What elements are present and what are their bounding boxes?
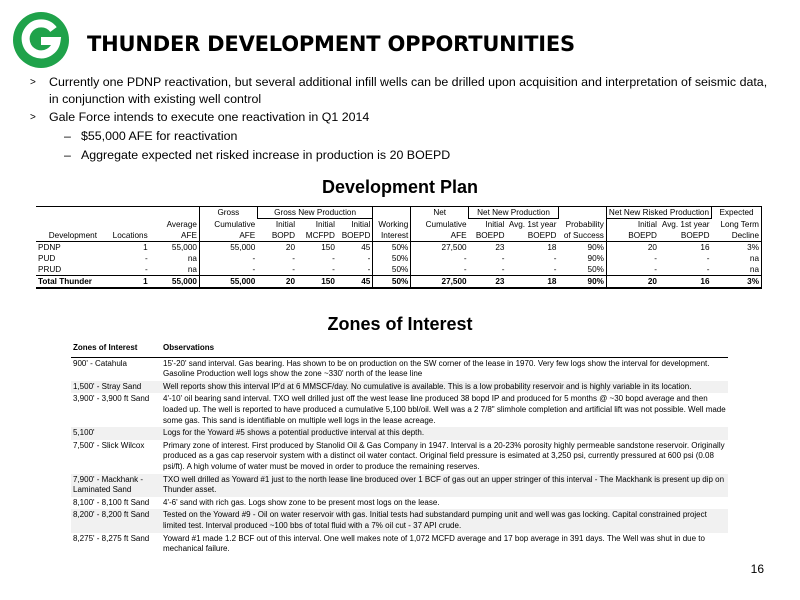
table-cell: - <box>463 265 467 274</box>
table-cell: 50% <box>373 242 411 254</box>
subbullet-item <box>30 128 775 145</box>
table-cell: - <box>654 254 657 263</box>
col-header: Locations <box>110 230 150 242</box>
table-cell: - <box>463 254 467 263</box>
col-header: Working <box>373 219 411 231</box>
table-cell: PDNP <box>38 243 61 252</box>
development-plan-table <box>36 206 762 289</box>
zone-row <box>71 357 728 381</box>
table-cell: 90% <box>558 242 606 254</box>
table-row <box>36 264 762 276</box>
page-number: 16 <box>750 562 764 576</box>
table-cell: - <box>144 265 148 274</box>
group-net-new-risked-production: Net New Risked Production <box>606 207 711 219</box>
zone-row <box>71 427 728 440</box>
col-header: AFE <box>150 230 200 242</box>
bullet-text: Gale Force intends to execute one reactivation in Q1 2014 <box>49 110 370 124</box>
zone-observation: 4'-6' sand with rich gas. Logs show zone to be present most logs on the lease. <box>163 497 440 507</box>
table-cell: - <box>332 265 335 274</box>
col-header: BOEPD <box>606 230 659 242</box>
zones-of-interest-heading: Zones of Interest <box>327 314 473 334</box>
col-header: Decline <box>712 230 762 242</box>
col-header: AFE <box>199 230 257 242</box>
total-row <box>36 276 762 289</box>
group-gross: Gross <box>199 207 257 219</box>
table-cell: na <box>150 264 200 276</box>
col-header: Cumulative <box>214 219 256 229</box>
col-header: Interest <box>373 230 411 242</box>
group-header-row <box>36 207 762 219</box>
col-header: BOEPD <box>337 230 373 242</box>
col-header: BOPD <box>257 230 297 242</box>
col-header: Avg. 1st year <box>508 220 557 229</box>
total-cell: 50% <box>373 276 411 289</box>
zone-name: 3,900' - 3,900 ft Sand <box>73 394 150 404</box>
company-logo <box>13 12 69 68</box>
subbullet-text: Aggregate expected net risked increase in production is 20 BOEPD <box>81 148 451 162</box>
total-cell: 3% <box>712 276 762 289</box>
table-cell: 20 <box>285 243 296 252</box>
table-cell: na <box>150 253 200 264</box>
header-row-2 <box>36 230 762 242</box>
subbullet-text: $55,000 AFE for reactivation <box>81 129 238 143</box>
table-cell: - <box>144 254 148 263</box>
zones-header-row <box>71 342 728 357</box>
col-header: Average <box>150 219 200 231</box>
table-cell: 18 <box>547 243 557 252</box>
table-cell: - <box>706 265 710 274</box>
zone-observation: Tested on the Yoward #9 - Oil on water reservoir with gas. Initial tests had substandard pumping unit and well was gas locking. Capital constrained project limited test. Interval produced ~100 bbs of total fluid with a 7% oil cut - 37 API crude. <box>161 509 728 532</box>
total-cell: 45 <box>337 276 373 289</box>
col-header: Initial <box>351 220 371 229</box>
total-cell: 20 <box>257 276 297 289</box>
col-header: Long Term <box>712 219 762 231</box>
zone-observation: Well reports show this interval IP'd at 6 MMSCF/day. No cumulative is available. This is a low probability reservoir and is highly variable in its location. <box>161 381 728 394</box>
bullet-marker: > <box>30 77 36 88</box>
zone-observation: Primary zone of interest. First produced by Stanolid Oil & Gas Company in 1947. Interval is a 20-23% porosity highly permeable sandstone reservoir. Originally produced as a gas cap reservoir system with a distinct oil water contact. Original field pressure is esimated at 3,250 psi, currently pressured at 600 psi (0.08 psi/ft). A high volume of water must be moved in order to produce the remaining reserves. <box>163 440 725 471</box>
table-cell: 50% <box>373 264 411 276</box>
total-cell: 20 <box>606 276 659 289</box>
zone-observation: 4'-10' oil bearing sand interval. TXO well drilled just off the west lease line produced 38 bopd IP and produced for 5 months @ ~30 bopd average and then loaded up. The well is reported to have produced a cumulative 5,100 bbl/oil. Well was a 2 7/8" slimhole completion and artificial lift was not possible. Well made some gas. This sand is identifiable on multiple well logs in the lease acreage. <box>163 394 726 425</box>
table-cell: - <box>252 265 256 274</box>
total-cell: 16 <box>659 276 712 289</box>
table-cell: na <box>712 264 762 276</box>
total-cell: 23 <box>469 276 507 289</box>
total-cell: 90% <box>558 276 606 289</box>
table-row <box>36 242 762 254</box>
table-cell: - <box>332 254 335 263</box>
development-plan-heading: Development Plan <box>321 177 479 197</box>
zone-name: 8,100' - 8,100 ft Sand <box>73 497 150 507</box>
zones-of-interest-table <box>71 342 728 556</box>
zone-observation: 15'-20' sand interval. Gas bearing. Has shown to be on production on the SW corner of the lease in 1970. Very few logs show the interval for development. Gasoline Production well logs show the zone ~330' north of the lease line <box>163 358 710 379</box>
table-cell: PRUD <box>38 265 62 274</box>
page-title: THUNDER DEVELOPMENT OPPORTUNITIES <box>87 32 575 56</box>
zone-row <box>71 474 728 497</box>
table-cell: 1 <box>143 243 148 252</box>
table-cell: 23 <box>495 243 505 252</box>
table-cell: 3% <box>712 242 762 254</box>
col-header: Initial <box>315 220 335 229</box>
table-cell: - <box>337 253 373 264</box>
col-header-observations: Observations <box>161 342 728 357</box>
bullet-marker: > <box>30 112 36 123</box>
zone-name: 5,100' <box>71 427 161 440</box>
total-cell: Total Thunder <box>36 276 110 289</box>
zone-row <box>71 393 728 427</box>
table-cell: 150 <box>321 243 335 252</box>
group-expected: Expected <box>712 207 762 219</box>
table-cell: - <box>654 265 657 274</box>
bullet-list <box>30 74 775 164</box>
zone-observation: TXO well drilled as Yoward #1 just to the north lease line broduced over 1 BCF of gas out an upper stringer of this interval - The Mackhank is present up dip on Thunder asset. <box>161 474 728 497</box>
table-cell: 16 <box>700 243 710 252</box>
table-cell: - <box>292 265 296 274</box>
header-row-1 <box>36 219 762 231</box>
subbullet-marker: – <box>64 148 71 162</box>
zone-row <box>71 509 728 532</box>
subbullet-item <box>30 147 775 164</box>
table-cell: 45 <box>337 242 373 254</box>
table-cell: - <box>252 254 256 263</box>
col-header: Initial <box>637 220 657 229</box>
zone-row <box>71 533 728 556</box>
table-cell: 55,000 <box>230 243 256 252</box>
table-cell: - <box>706 254 710 263</box>
zone-row <box>71 440 728 474</box>
table-cell: 50% <box>373 253 411 264</box>
table-cell: 20 <box>647 243 657 252</box>
col-header: Cumulative <box>425 219 467 229</box>
col-header: Avg. 1st year <box>661 220 710 229</box>
table-cell: 50% <box>558 264 606 276</box>
zone-name: 8,200' - 8,200 ft Sand <box>71 509 161 532</box>
total-cell: 150 <box>297 276 337 289</box>
zone-observation: Logs for the Yoward #5 shows a potential productive interval at this depth. <box>161 427 728 440</box>
zone-name: 8,275' - 8,275 ft Sand <box>73 533 150 543</box>
table-cell: 55,000 <box>150 242 200 254</box>
table-cell: PUD <box>38 254 56 263</box>
col-header: Probability <box>558 219 606 231</box>
table-cell: 90% <box>558 253 606 264</box>
table-row <box>36 253 762 264</box>
zone-row <box>71 381 728 394</box>
col-header: BOEPD <box>659 230 712 242</box>
col-header: Initial <box>275 220 296 229</box>
col-header: MCFPD <box>297 230 337 242</box>
bullet-item <box>30 74 775 108</box>
group-gross-new-production: Gross New Production <box>257 207 373 219</box>
total-cell: 55,000 <box>150 276 200 289</box>
zone-name: 7,500' - Slick Wilcox <box>73 440 145 450</box>
col-header: Initial <box>485 220 505 229</box>
zone-name: 900' - Catahula <box>73 358 128 368</box>
group-net: Net <box>411 207 469 219</box>
subbullet-marker: – <box>64 129 71 143</box>
col-header: BOEPD <box>506 230 558 242</box>
bullet-item <box>30 109 775 126</box>
zone-name: 7,900' - Mackhank - Laminated Sand <box>71 474 161 497</box>
col-header-zone: Zones of Interest <box>71 342 161 357</box>
table-cell: - <box>553 265 557 274</box>
group-net-new-production: Net New Production <box>469 207 559 219</box>
bullet-text: Currently one PDNP reactivation, but several additional infill wells can be drilled upon acquisition and interpretation of seismic data, in conjunction with existing well control <box>49 75 768 106</box>
col-header: AFE <box>411 230 469 242</box>
total-cell: 55,000 <box>199 276 257 289</box>
zone-observation: Yoward #1 made 1.2 BCF out of this interval. One well makes note of 1,072 MCFD average and 17 bop average in 391 days. The Well was shut in due to mechanical failure. <box>163 533 705 554</box>
table-cell: - <box>337 264 373 276</box>
zone-row <box>71 497 728 510</box>
col-header: of Success <box>558 230 606 242</box>
table-cell: 27,500 <box>441 243 467 252</box>
zone-name: 1,500' - Stray Sand <box>71 381 161 394</box>
total-cell: 27,500 <box>411 276 469 289</box>
table-cell: - <box>501 254 505 263</box>
table-cell: - <box>553 254 557 263</box>
col-header: Development <box>36 230 110 242</box>
total-cell: 1 <box>110 276 150 289</box>
table-cell: - <box>501 265 505 274</box>
table-cell: na <box>712 253 762 264</box>
total-cell: 18 <box>506 276 558 289</box>
col-header: BOEPD <box>469 230 507 242</box>
table-cell: - <box>292 254 296 263</box>
